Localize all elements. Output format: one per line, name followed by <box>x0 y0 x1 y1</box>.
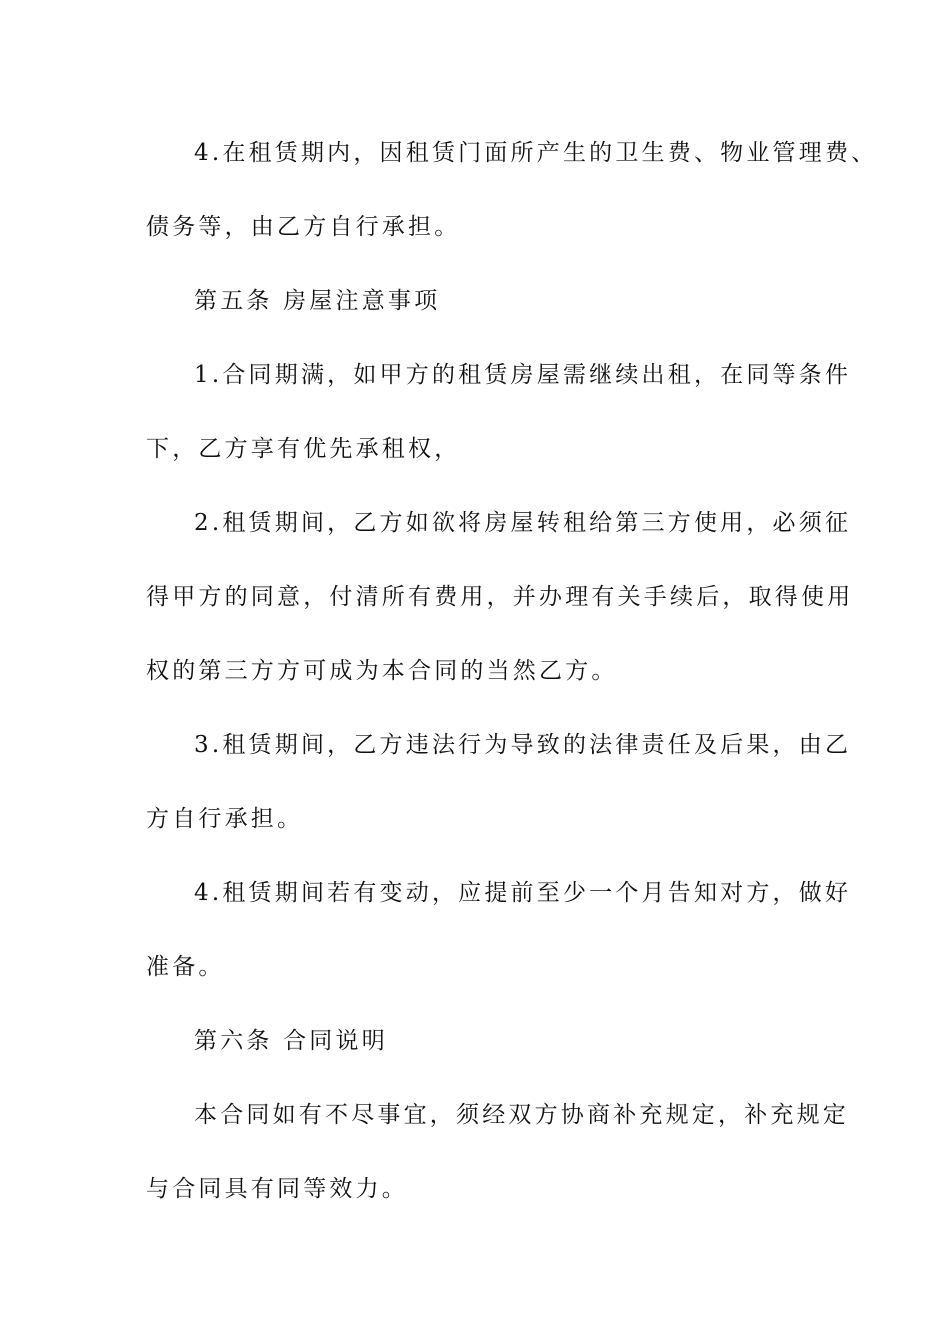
paragraph-line: 与合同具有同等效力。 <box>146 1176 408 1202</box>
section-heading: 第六条 合同说明 <box>194 1028 388 1054</box>
paragraph-line: 4.在租赁期内，因租赁门面所产生的卫生费、物业管理费、 <box>194 140 878 166</box>
paragraph-line: 2.租赁期间，乙方如欲将房屋转租给第三方使用，必须征 <box>194 510 852 536</box>
paragraph-line: 方自行承担。 <box>146 806 304 832</box>
paragraph-line: 1.合同期满，如甲方的租赁房屋需继续出租，在同等条件 <box>194 362 852 388</box>
paragraph-line: 下，乙方享有优先承租权， <box>146 436 461 462</box>
paragraph-line: 权的第三方方可成为本合同的当然乙方。 <box>146 658 618 684</box>
section-heading: 第五条 房屋注意事项 <box>194 288 441 314</box>
paragraph-line: 债务等，由乙方自行承担。 <box>146 214 461 240</box>
paragraph-line: 3.租赁期间，乙方违法行为导致的法律责任及后果，由乙 <box>194 732 852 758</box>
paragraph-line: 准备。 <box>146 954 225 980</box>
paragraph-line: 4.租赁期间若有变动，应提前至少一个月告知对方，做好 <box>194 880 852 906</box>
paragraph-line: 本合同如有不尽事宜，须经双方协商补充规定，补充规定 <box>194 1102 849 1128</box>
paragraph-line: 得甲方的同意，付清所有费用，并办理有关手续后，取得使用 <box>146 584 854 610</box>
